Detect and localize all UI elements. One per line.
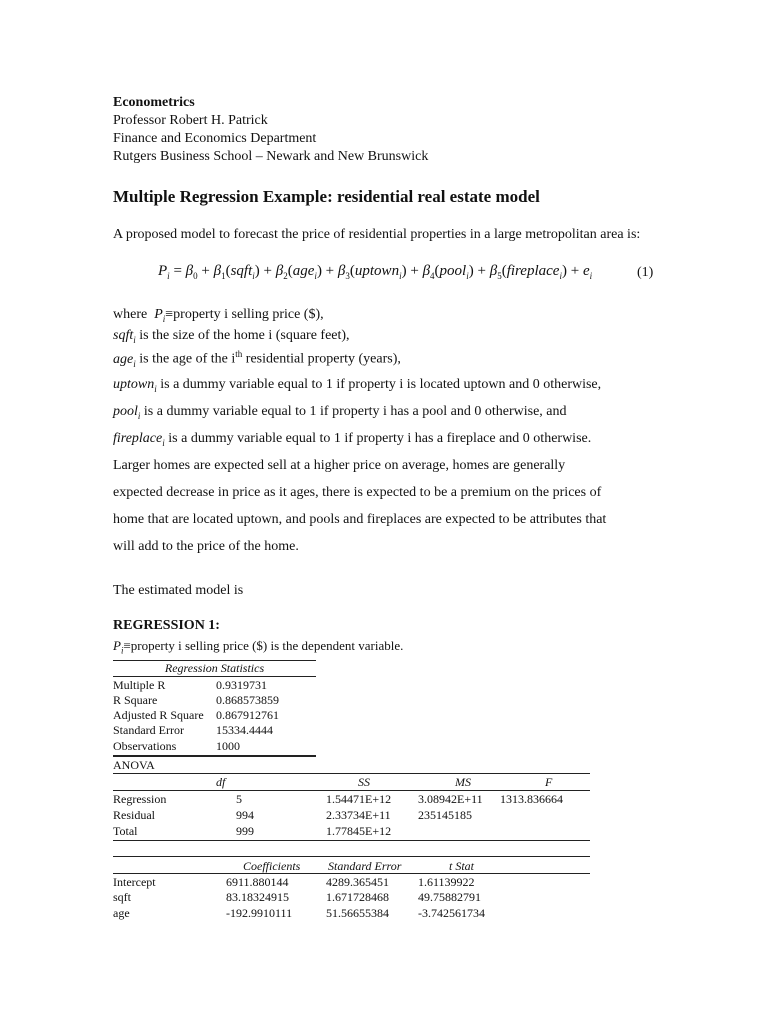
department-name: Finance and Economics Department (113, 131, 317, 146)
anova-row-label: Total (113, 824, 138, 838)
definition-pool: pool$_i$ is a dummy variable equal to 1 if property i has a pool and 0 otherwise, and (113, 404, 567, 421)
anova-cell: 1.77845E+12 (326, 824, 392, 838)
definition-age-text-end: residential property (years), (242, 351, 401, 367)
table-rule (113, 755, 316, 757)
anova-cell: 2.33734E+11 (326, 808, 391, 822)
definition-fireplace: fireplace$_i$ is a dummy variable equal to 1 if property i has a fireplace and 0 otherwise. (113, 431, 592, 448)
anova-cell: 3.08942E+11 (418, 792, 483, 806)
anova-cell: 999 (236, 824, 254, 838)
definition-price-text: ≡property i selling price ($), (165, 307, 324, 322)
definition-sqft: sqft$_i$ is the size of the home i (square feet), (113, 328, 350, 345)
coefficient-cell: 1.61139922 (418, 875, 475, 889)
anova-cell: 994 (236, 808, 254, 822)
table-rule (113, 840, 590, 841)
equation-number: (1) (637, 265, 654, 280)
estimated-model-intro: The estimated model is (113, 583, 244, 598)
definition-age-text: is the age of the i (135, 351, 236, 367)
paragraph-line: will add to the price of the home. (113, 539, 299, 554)
coefficient-cell: -3.742561734 (418, 906, 485, 920)
table-rule (113, 676, 316, 677)
anova-header: df (216, 775, 226, 789)
coefficient-cell: 6911.880144 (226, 875, 289, 889)
paragraph-line: Larger homes are expected sell at a higher price on average, homes are generally (113, 458, 566, 473)
coefficient-cell: 51.56655384 (326, 906, 389, 920)
definition-sqft-text: is the size of the home i (square feet), (135, 328, 350, 343)
definition-pool-text: is a dummy variable equal to 1 if property i has a pool and 0 otherwise, and (140, 404, 567, 419)
anova-cell: 1.54471E+12 (326, 792, 392, 806)
table-rule (113, 873, 590, 874)
regression-equation: $P_i = \beta_0$ + $\beta_1(sqft_i) + \beta_2(age_i)$ + $\beta_3(uptown_i)$ + $\beta_4(pool_i)$ + $\beta_5(fireplace_i) + e_i$ (158, 263, 593, 281)
coefficient-cell: -192.9910111 (226, 906, 293, 920)
professor-name: Professor Robert H. Patrick (113, 113, 268, 128)
anova-header: MS (455, 775, 471, 789)
anova-row-label: Residual (113, 808, 155, 822)
coefficients-header: Coefficients (243, 859, 301, 873)
coefficients-header: Standard Error (328, 859, 402, 873)
regression-statistics-caption: Regression Statistics (164, 661, 265, 675)
coefficient-row-label: age (113, 906, 130, 920)
definition-uptown-text: is a dummy variable equal to 1 if property i is located uptown and 0 otherwise, (156, 377, 602, 392)
dependent-variable-note: $P_i\equiv property$ i selling price ($) is the dependent variable. (113, 638, 404, 656)
definition-price: where $P_i\equiv property$ i selling price ($), (113, 307, 324, 324)
table-rule (113, 790, 590, 791)
paragraph-line: expected decrease in price as it ages, there is expected to be a premium on the prices of (113, 485, 602, 500)
coefficient-cell: 49.75882791 (418, 890, 481, 904)
anova-cell: 1313.836664 (500, 792, 563, 806)
course-title: Econometrics (113, 95, 195, 110)
stat-value: 1000 (216, 739, 240, 753)
coefficient-cell: 83.18324915 (226, 890, 289, 904)
anova-caption: ANOVA (113, 758, 155, 772)
anova-header: SS (358, 775, 370, 789)
stat-value: 0.867912761 (216, 708, 279, 722)
stat-label: Observations (113, 739, 177, 753)
coefficient-row-label: sqft (113, 890, 131, 904)
school-name: Rutgers Business School – Newark and New Brunswick (113, 149, 429, 164)
table-rule (113, 773, 590, 774)
paragraph-line: home that are located uptown, and pools and fireplaces are expected to be attributes that (113, 512, 607, 527)
definition-age: age$_i$ is the age of the $i^{th}$ residential property (years), (113, 349, 401, 369)
stat-label: Adjusted R Square (113, 708, 204, 722)
definition-uptown: uptown$_i$ is a dummy variable equal to 1 if property i is located uptown and 0 otherwise, (113, 377, 602, 394)
page-title: Multiple Regression Example: residential real estate model (113, 187, 540, 206)
stat-value: 0.868573859 (216, 693, 279, 707)
stat-value: 0.9319731 (216, 678, 267, 692)
stat-label: R Square (113, 693, 158, 707)
stat-label: Standard Error (113, 723, 184, 737)
coefficients-header: t Stat (449, 859, 475, 873)
anova-header: F (545, 775, 553, 789)
regression-heading: REGRESSION 1: (113, 618, 220, 633)
table-rule (113, 856, 590, 857)
dependent-variable-text: ≡property i selling price ($) is the dependent variable. (123, 638, 404, 653)
stat-value: 15334.4444 (216, 723, 273, 737)
intro-paragraph: A proposed model to forecast the price of residential properties in a large metropolitan area is: (113, 227, 641, 242)
stat-label: Multiple R (113, 678, 166, 692)
anova-cell: 235145185 (418, 808, 472, 822)
coefficient-cell: 4289.365451 (326, 875, 389, 889)
coefficient-row-label: Intercept (113, 875, 156, 889)
anova-cell: 5 (236, 792, 242, 806)
coefficient-cell: 1.671728468 (326, 890, 389, 904)
definition-fireplace-text: is a dummy variable equal to 1 if property i has a fireplace and 0 otherwise. (164, 431, 592, 446)
anova-row-label: Regression (113, 792, 167, 806)
